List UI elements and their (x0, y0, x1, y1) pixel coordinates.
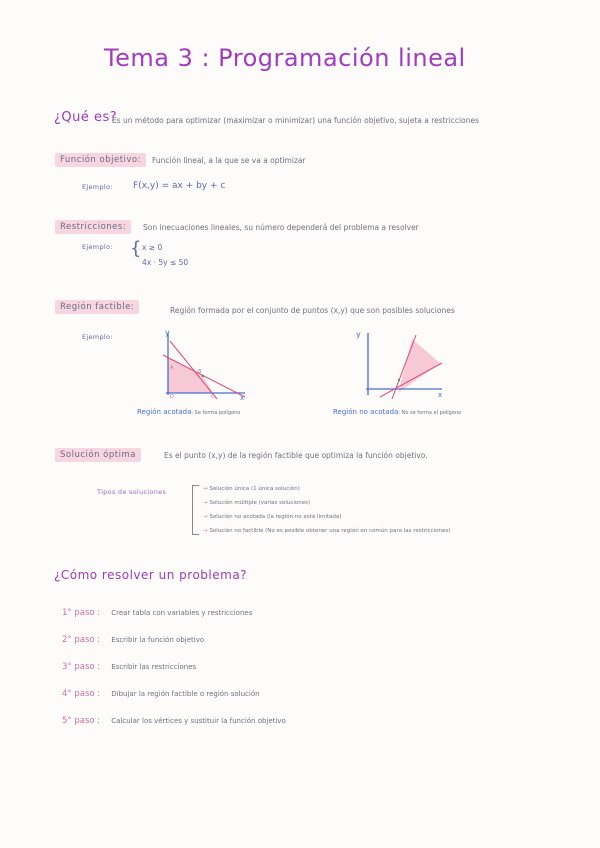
tipo-solucion-4-text: Solución no factible (No es posible obtener una región en común para las restricciones) (209, 528, 451, 534)
y-axis-label: y (165, 328, 170, 337)
tipo-solucion-2-text: Solución múltiple (varias soluciones) (209, 500, 311, 506)
solucion-optima-label: Solución óptima (55, 448, 141, 462)
bullet-arrow-icon: → (203, 528, 210, 534)
vertex-dot (398, 379, 400, 381)
page-title: Tema 3 : Programación lineal (104, 44, 466, 72)
point-c: C (211, 394, 215, 400)
restricciones-text: Son inecuaciones lineales, su número dependerá del problema a resolver (143, 223, 419, 232)
step-3 (62, 654, 196, 673)
tipos-bracket (192, 485, 199, 535)
x-axis-label: x (240, 394, 245, 402)
x-axis-label: x (438, 391, 443, 399)
step-1-label: 1° paso : (62, 608, 101, 618)
tipo-solucion-3 (203, 514, 341, 520)
region-factible-text: Región formada por el conjunto de puntos (x,y) que son posibles soluciones (170, 306, 455, 315)
bullet-arrow-icon: → (203, 500, 210, 506)
funcion-objetivo-formula: F(x,y) = ax + by + c (133, 181, 226, 191)
tipo-solucion-1-text: Solución única (1 única solución) (209, 486, 300, 492)
solucion-optima-text: Es el punto (x,y) de la región factible que optimiza la función objetivo. (164, 451, 428, 460)
brace-icon: { (130, 238, 142, 259)
bounded-region-graph (155, 325, 255, 405)
funcion-objetivo-text: Función lineal, a la que se va a optimizar (152, 156, 306, 165)
bounded-region-caption (137, 408, 240, 416)
bounded-region-fill (168, 358, 213, 393)
step-2-label: 2° paso : (62, 635, 101, 645)
point-a: A (170, 365, 174, 371)
que-es-heading: ¿Qué es? (54, 110, 118, 125)
step-3-label: 3° paso : (62, 662, 101, 672)
step-4 (62, 681, 260, 700)
point-d: D (170, 394, 174, 400)
tipo-solucion-2 (203, 500, 310, 506)
step-1-text: Crear tabla con variables y restricciones (111, 609, 253, 617)
unbounded-caption-rest: : No se forma el polígono (398, 410, 462, 416)
como-resolver-heading: ¿Cómo resolver un problema? (54, 568, 248, 582)
restricciones-example-label: Ejemplo: (82, 243, 113, 251)
funcion-objetivo-example-label: Ejemplo: (82, 183, 113, 191)
tipo-solucion-3-text: Solución no acotada (la región no está limitada) (209, 514, 342, 520)
restricciones-label: Restricciones: (55, 220, 131, 234)
tipo-solucion-1 (203, 486, 300, 492)
step-2 (62, 627, 204, 646)
unbounded-region-graph (350, 325, 450, 405)
step-3-text: Escribir las restricciones (111, 663, 197, 671)
vertex-b-dot (202, 375, 204, 377)
step-1 (62, 600, 252, 619)
y-axis-label: y (356, 330, 361, 339)
que-es-text: Es un método para optimizar (maximizar o minimizar) una función objetivo, sujeta a restricciones (112, 116, 479, 125)
bullet-arrow-icon: → (203, 486, 210, 492)
unbounded-region-caption (333, 408, 461, 416)
tipos-soluciones-label: Tipos de soluciones (97, 488, 167, 496)
step-4-text: Dibujar la región factible o región solución (111, 690, 260, 698)
restriccion-line-2: 4x · 5y ≤ 50 (142, 258, 189, 267)
step-4-label: 4° paso : (62, 689, 101, 699)
step-5 (62, 708, 286, 727)
step-5-text: Calcular los vértices y sustituir la función objetivo (111, 717, 286, 725)
tipo-solucion-4 (203, 528, 450, 534)
region-factible-label: Región factible: (55, 300, 139, 314)
point-b: B (198, 369, 202, 375)
restriccion-line-1: x ≥ 0 (142, 243, 163, 252)
step-5-label: 5° paso : (62, 716, 101, 726)
step-2-text: Escribir la función objetivo (111, 636, 205, 644)
region-factible-example-label: Ejemplo: (82, 333, 113, 341)
unbounded-caption-strong: Región no acotada (333, 408, 399, 416)
funcion-objetivo-label: Función objetivo: (55, 153, 146, 167)
bounded-caption-rest: : Se forma polígono (191, 410, 241, 416)
bullet-arrow-icon: → (203, 514, 210, 520)
bounded-caption-strong: Región acotada (137, 408, 192, 416)
